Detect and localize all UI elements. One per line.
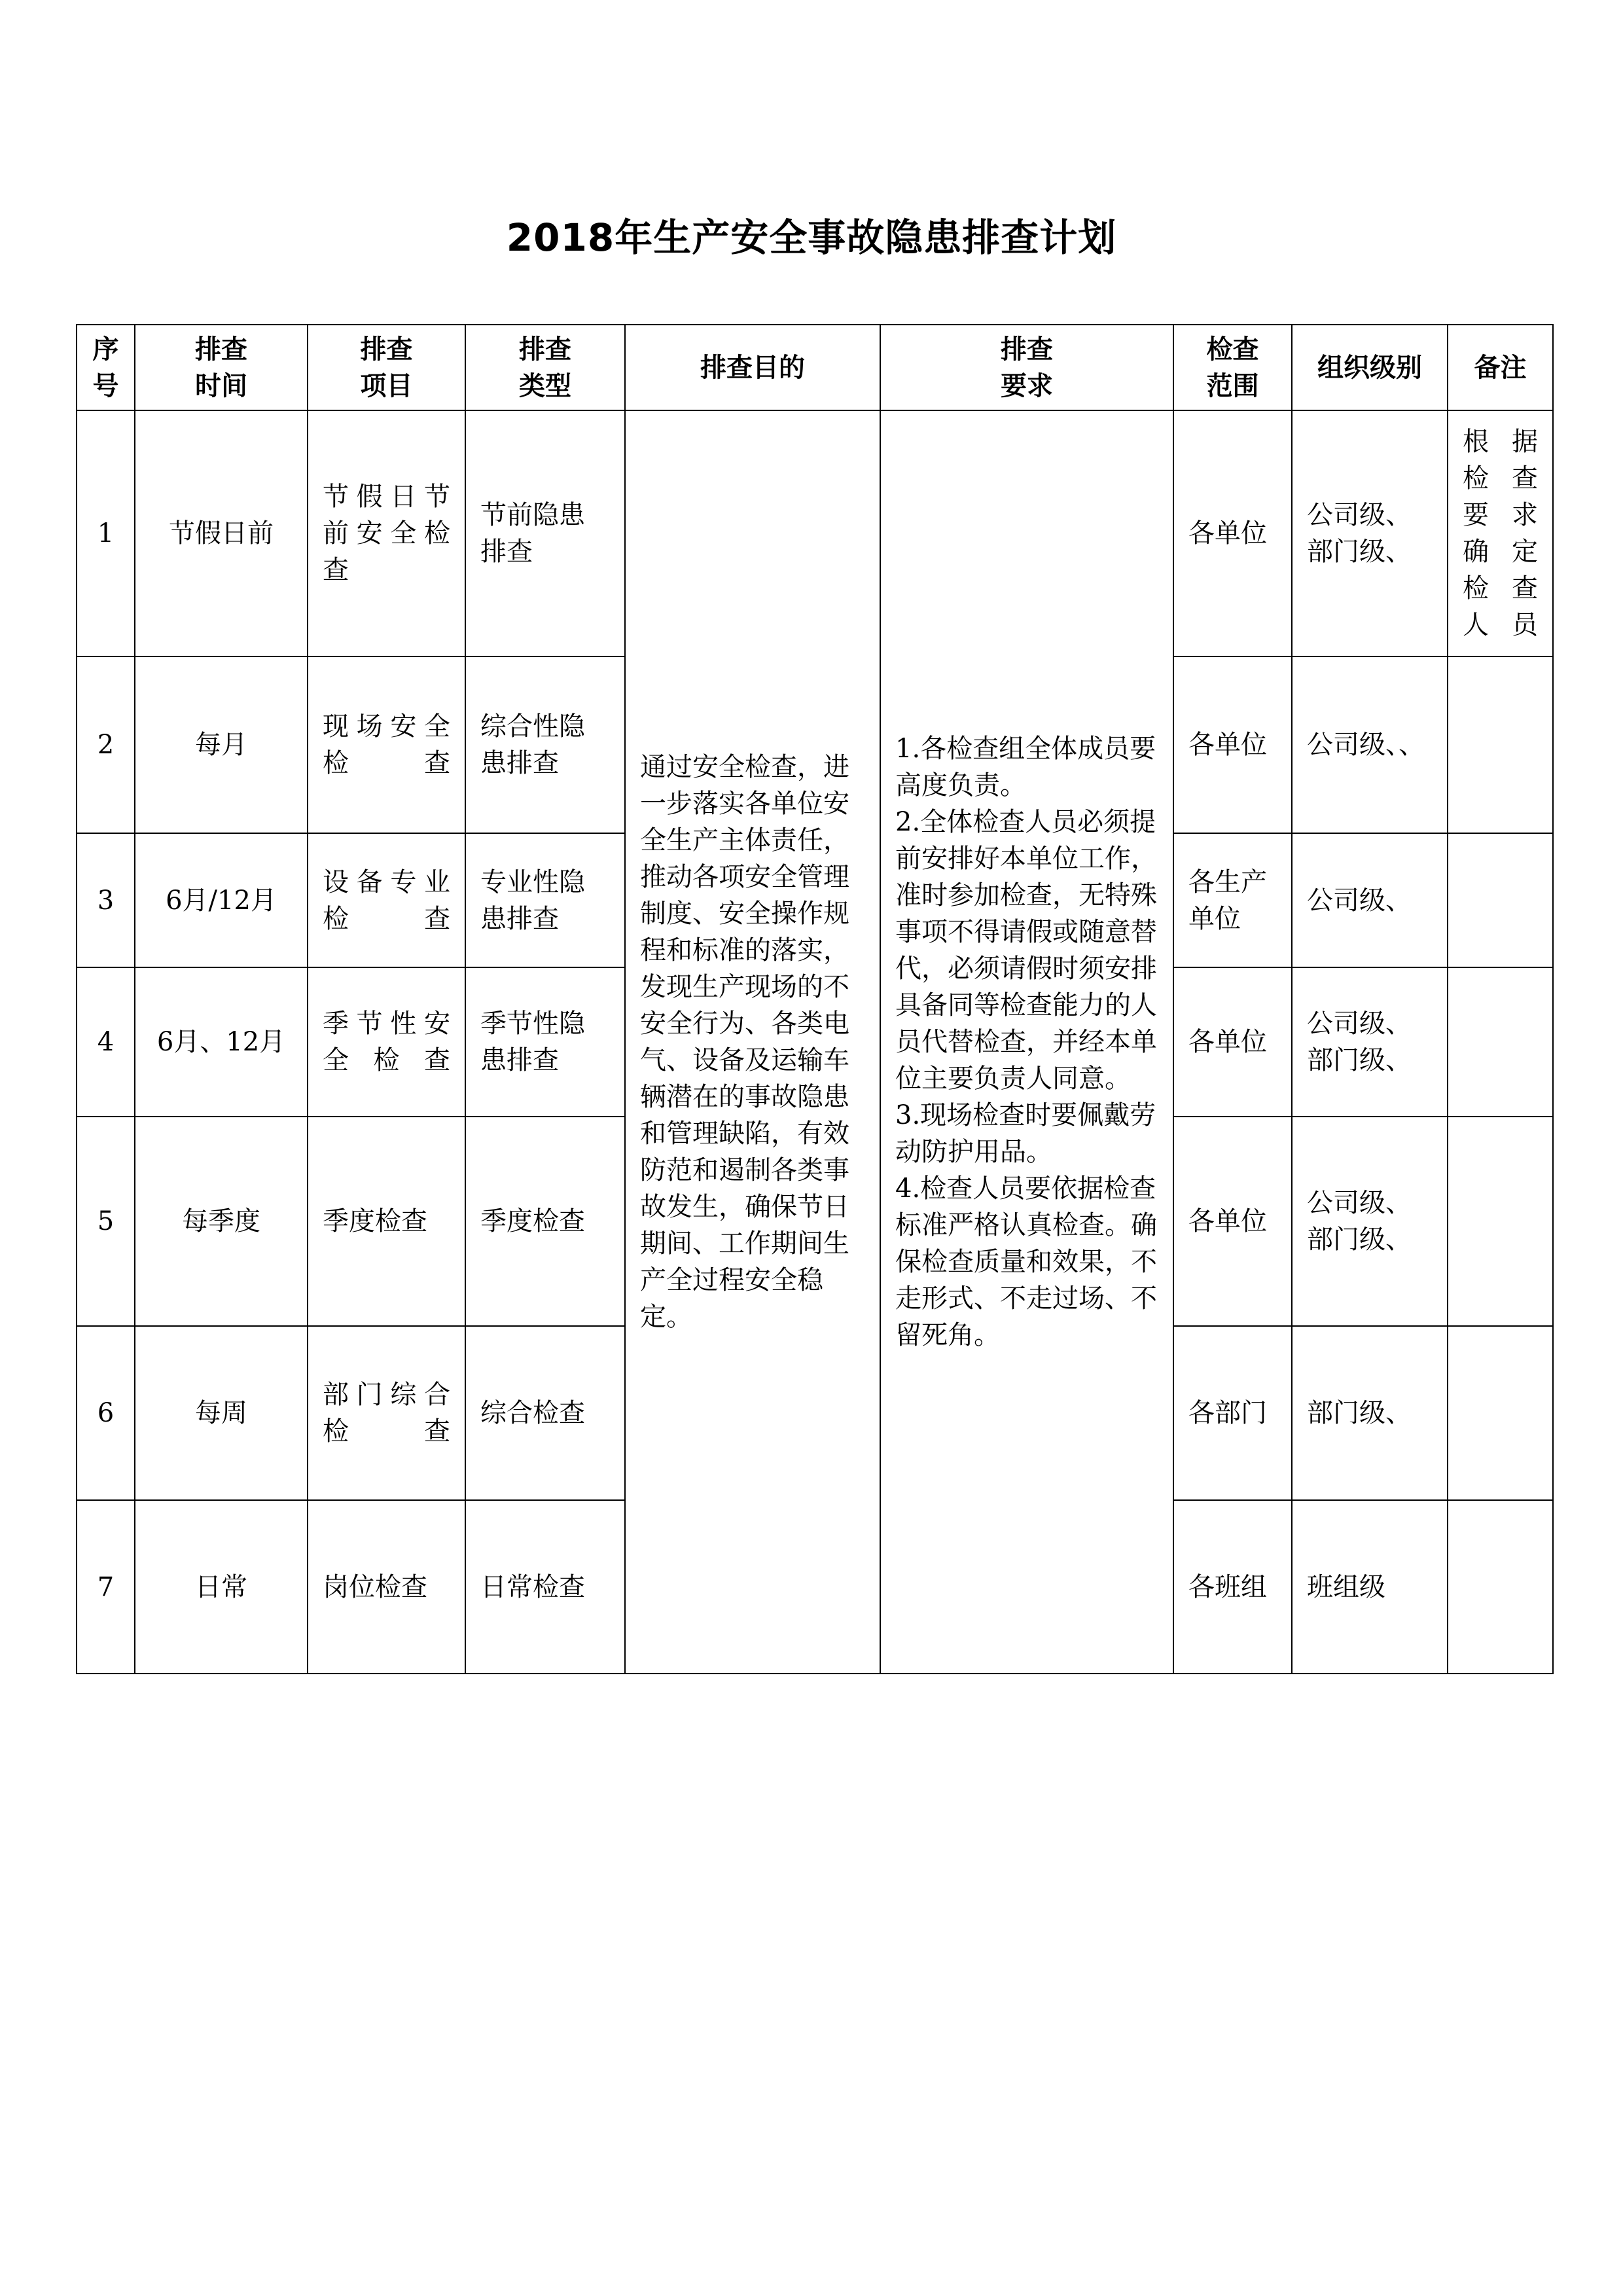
row-note bbox=[1448, 833, 1553, 967]
row-org-level: 公司级、 部门级、 bbox=[1292, 1117, 1448, 1326]
header-time: 排查 时间 bbox=[135, 325, 308, 410]
row-scope: 各单位 bbox=[1173, 967, 1292, 1117]
row-time: 每季度 bbox=[135, 1117, 308, 1326]
row-type: 节前隐患排查 bbox=[465, 410, 625, 656]
row-item: 设备专业检查 bbox=[308, 833, 465, 967]
header-purpose: 排查目的 bbox=[625, 325, 880, 410]
row-seq: 4 bbox=[77, 967, 135, 1117]
header-requirement: 排查 要求 bbox=[880, 325, 1173, 410]
row-time: 节假日前 bbox=[135, 410, 308, 656]
row-scope: 各部门 bbox=[1173, 1326, 1292, 1500]
header-note: 备注 bbox=[1448, 325, 1553, 410]
row-type: 综合检查 bbox=[465, 1326, 625, 1500]
row-time: 6月、12月 bbox=[135, 967, 308, 1117]
header-type: 排查 类型 bbox=[465, 325, 625, 410]
row-seq: 5 bbox=[77, 1117, 135, 1326]
row-org-level: 公司级、 部门级、 bbox=[1292, 967, 1448, 1117]
row-type: 专业性隐患排查 bbox=[465, 833, 625, 967]
row-item: 部门综合检查 bbox=[308, 1326, 465, 1500]
row-scope: 各生产单位 bbox=[1173, 833, 1292, 967]
header-item: 排查 项目 bbox=[308, 325, 465, 410]
requirement-cell: 1.各检查组全体成员要高度负责。 2.全体检查人员必须提前安排好本单位工作，准时参加检查，无特殊事项不得请假或随意替代，必须请假时须安排具备同等检查能力的人员代替检查，并经本单位主要负责人同意。 3.现场检查时要佩戴劳动防护用品。 4.检查人员要依据检查标准严格认真检查。确保检查质量和效果，不走形式、不走过场、不留死角。 bbox=[880, 410, 1173, 1674]
row-scope: 各班组 bbox=[1173, 1500, 1292, 1674]
row-time: 每月 bbox=[135, 656, 308, 833]
header-org-level: 组织级别 bbox=[1292, 325, 1448, 410]
row-note bbox=[1448, 656, 1553, 833]
row-item: 现场安全检查 bbox=[308, 656, 465, 833]
row-item: 季度检查 bbox=[308, 1117, 465, 1326]
row-org-level: 公司级、 部门级、 bbox=[1292, 410, 1448, 656]
purpose-cell: 通过安全检查，进一步落实各单位安全生产主体责任，推动各项安全管理制度、安全操作规程和标准的落实，发现生产现场的不安全行为、各类电气、设备及运输车辆潜在的事故隐患和管理缺陷，有效防范和遏制各类事故发生，确保节日期间、工作期间生产全过程安全稳定。 bbox=[625, 410, 880, 1674]
row-time: 每周 bbox=[135, 1326, 308, 1500]
row-note bbox=[1448, 1500, 1553, 1674]
row-seq: 2 bbox=[77, 656, 135, 833]
row-org-level: 公司级、、 bbox=[1292, 656, 1448, 833]
row-type: 日常检查 bbox=[465, 1500, 625, 1674]
row-item: 节假日节前安全检查 bbox=[308, 410, 465, 656]
row-org-level: 班组级 bbox=[1292, 1500, 1448, 1674]
row-org-level: 部门级、 bbox=[1292, 1326, 1448, 1500]
row-item: 季节性安全检查 bbox=[308, 967, 465, 1117]
inspection-plan-table bbox=[76, 324, 1554, 1674]
header-seq: 序 号 bbox=[77, 325, 135, 410]
row-item: 岗位检查 bbox=[308, 1500, 465, 1674]
row-seq: 1 bbox=[77, 410, 135, 656]
row-note: 根据检查要求确定检查人员 bbox=[1448, 410, 1553, 656]
page-title: 2018年生产安全事故隐患排查计划 bbox=[506, 215, 1117, 260]
row-time: 日常 bbox=[135, 1500, 308, 1674]
row-org-level: 公司级、 bbox=[1292, 833, 1448, 967]
row-time: 6月/12月 bbox=[135, 833, 308, 967]
row-note bbox=[1448, 967, 1553, 1117]
row-scope: 各单位 bbox=[1173, 1117, 1292, 1326]
row-seq: 6 bbox=[77, 1326, 135, 1500]
row-note bbox=[1448, 1326, 1553, 1500]
row-type: 季节性隐患排查 bbox=[465, 967, 625, 1117]
row-seq: 3 bbox=[77, 833, 135, 967]
row-type: 综合性隐患排查 bbox=[465, 656, 625, 833]
table-header-row bbox=[77, 325, 1553, 410]
header-scope: 检查 范围 bbox=[1173, 325, 1292, 410]
row-type: 季度检查 bbox=[465, 1117, 625, 1326]
row-note bbox=[1448, 1117, 1553, 1326]
table-row bbox=[77, 410, 1553, 656]
row-seq: 7 bbox=[77, 1500, 135, 1674]
row-scope: 各单位 bbox=[1173, 656, 1292, 833]
row-scope: 各单位 bbox=[1173, 410, 1292, 656]
